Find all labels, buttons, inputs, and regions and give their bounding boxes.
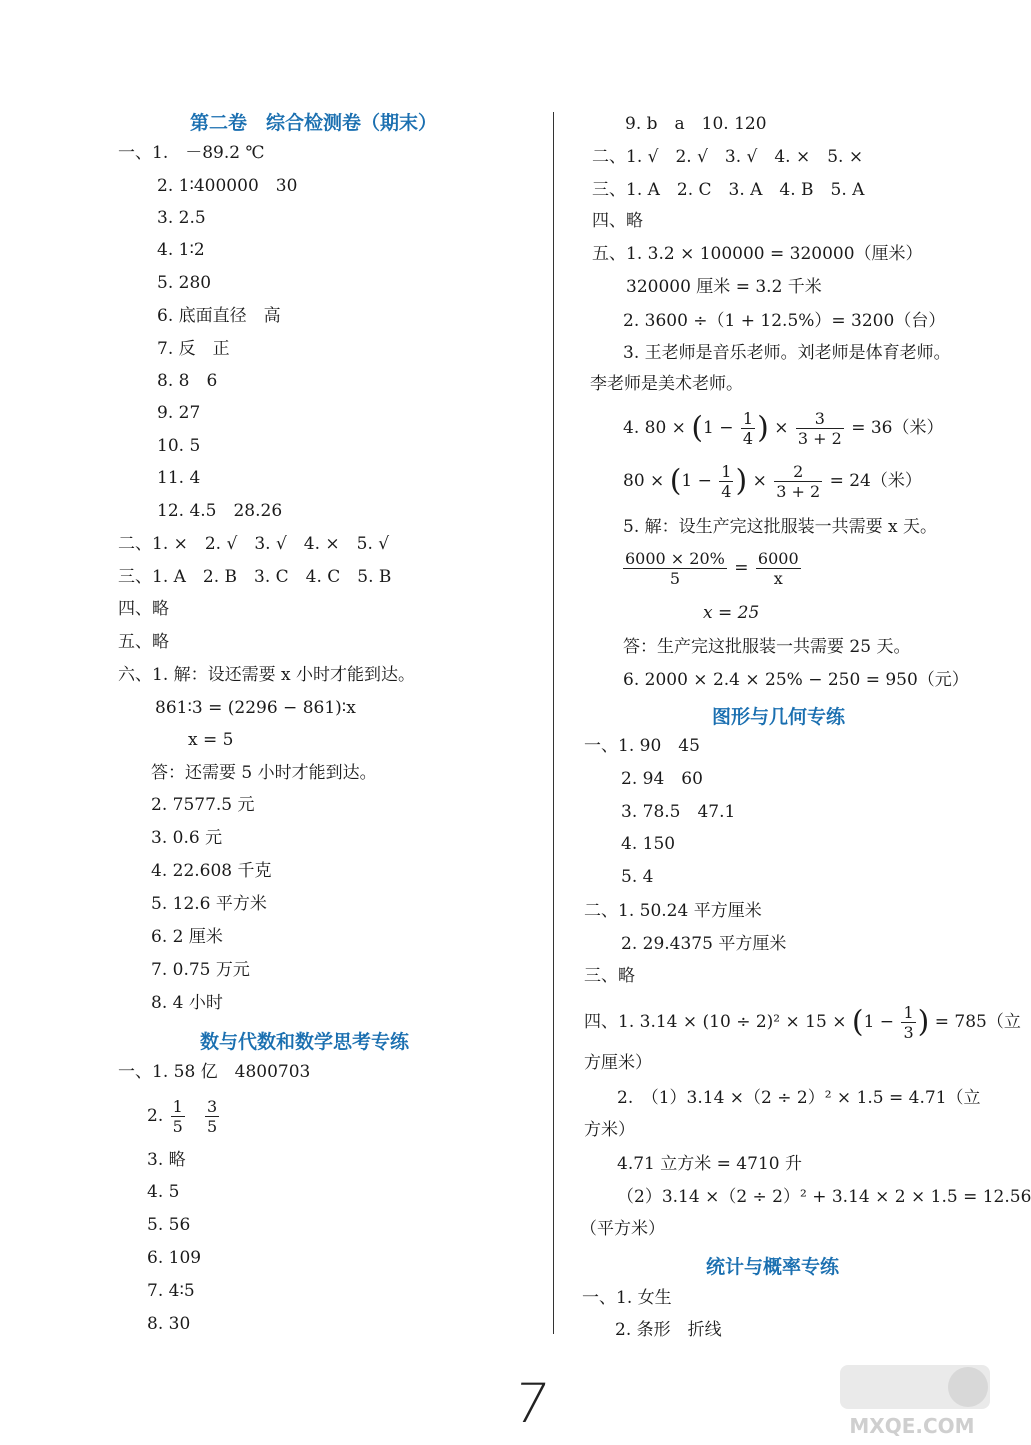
answer-line: 三、1. A 2. C 3. A 4. B 5. A: [592, 180, 865, 200]
answer-line: 李老师是美术老师。: [590, 374, 743, 394]
answer-line: 一、1. 90 45: [584, 736, 700, 756]
answer-line: 4.71 立方米 = 4710 升: [617, 1154, 802, 1174]
equation-4b: [623, 459, 922, 503]
answer-line: 5. 4: [621, 867, 654, 887]
answer-line: 2. 1∶400000 30: [157, 176, 298, 196]
denominator: 3 + 2: [776, 482, 821, 501]
answer-line: 一、1. 女生: [582, 1288, 672, 1308]
answer-line: 3. 78.5 47.1: [621, 802, 736, 822]
answer-line: 四、略: [592, 211, 643, 231]
paren-open: (: [851, 1004, 864, 1040]
denominator: 5: [669, 569, 681, 588]
answer-line: x = 5: [188, 730, 234, 750]
answer-line: 六、1. 解：设还需要 x 小时才能到达。: [118, 665, 416, 685]
numerator: 3: [796, 409, 844, 429]
fraction: [796, 409, 844, 448]
eq-result: = 36（米）: [851, 418, 944, 438]
eq-op: =: [734, 558, 749, 578]
equation-g4: [584, 1000, 1021, 1044]
eq-result: = 24（米）: [829, 471, 922, 491]
numerator: 6000 × 20%: [625, 549, 725, 568]
watermark-logo: [832, 1359, 992, 1439]
answer-line: 五、1. 3.2 × 100000 = 320000（厘米）: [592, 244, 923, 264]
numerator: 6000: [757, 549, 799, 568]
answer-line: 8. 8 6: [157, 371, 218, 391]
denominator: 3: [903, 1023, 914, 1042]
answer-line: 4. 5: [147, 1182, 180, 1202]
answer-line: 答：还需要 5 小时才能到达。: [151, 763, 377, 783]
fraction: [901, 1003, 915, 1042]
eq-inner: 1 −: [863, 1012, 895, 1032]
answer-line: 9. b a 10. 120: [625, 114, 767, 134]
answer-line: 6. 2 厘米: [151, 927, 223, 947]
answer-line: 一、1. 58 亿 4800703: [118, 1062, 311, 1082]
answer-line: 11. 4: [157, 468, 201, 488]
answer-line: 8. 4 小时: [151, 993, 223, 1013]
answer-line: 2. （1）3.14 ×（2 ÷ 2）² × 1.5 = 4.71（立: [617, 1088, 981, 1108]
fraction: [719, 462, 733, 501]
answer-line: 2. 条形 折线: [615, 1320, 722, 1340]
answer-line: 三、略: [584, 966, 635, 986]
fraction: [171, 1097, 185, 1136]
section-title-3: 图形与几何专练: [712, 706, 846, 728]
answer-line: 五、略: [118, 632, 169, 652]
column-divider: [553, 112, 554, 1334]
section-title-4: 统计与概率专练: [706, 1256, 840, 1278]
fraction: [756, 549, 801, 588]
answer-line: 5. 12.6 平方米: [151, 894, 267, 914]
answer-line: 7. 反 正: [157, 339, 230, 359]
answer-line: 6. 2000 × 2.4 × 25% − 250 = 950（元）: [623, 670, 969, 690]
paren-close: ): [757, 410, 769, 446]
answer-line: 6. 底面直径 高: [157, 306, 281, 326]
eq-op: ×: [752, 471, 767, 491]
denominator: 3 + 2: [797, 429, 842, 448]
answer-line: 答：生产完这批服装一共需要 25 天。: [623, 637, 911, 657]
answer-line: 4. 22.608 千克: [151, 861, 272, 881]
answer-line: 4. 150: [621, 834, 676, 854]
numerator: 1: [721, 462, 732, 481]
eq-prefix: 80 ×: [623, 471, 665, 491]
answer-line: 方米）: [584, 1120, 635, 1140]
eq-prefix: 4. 80 ×: [623, 418, 686, 438]
eq-op: ×: [774, 418, 789, 438]
answer-line: 6. 109: [147, 1248, 202, 1268]
page-number: 7: [509, 1372, 553, 1435]
denominator: 4: [742, 429, 754, 448]
answer-line: 8. 30: [147, 1314, 191, 1334]
answer-line-fractions: [147, 1094, 221, 1138]
eq-prefix: 四、1. 3.14 × (10 ÷ 2)² × 15 ×: [584, 1012, 847, 1032]
watermark-text: MXQE.COM: [849, 1414, 975, 1438]
answer-line: 12. 4.5 28.26: [157, 501, 283, 521]
answer-line: 2. 29.4375 平方厘米: [621, 934, 787, 954]
answer-line: 一、1. －89.2 ℃: [118, 143, 265, 163]
answer-line: 方厘米）: [584, 1053, 652, 1073]
item-number: 2.: [147, 1106, 164, 1126]
eq-inner: 1 −: [703, 418, 734, 438]
denominator: x: [773, 569, 783, 588]
answer-line: （平方米）: [580, 1219, 665, 1239]
paren-open: (: [691, 410, 704, 446]
answer-line: 4. 1∶2: [157, 240, 205, 260]
answer-line: 四、略: [118, 599, 169, 619]
equation-5: [621, 546, 803, 590]
paren-open: (: [669, 463, 682, 499]
answer-line: 二、1. √ 2. √ 3. √ 4. × 5. ×: [592, 147, 864, 167]
answer-line: 5. 56: [147, 1215, 191, 1235]
section-title-2: 数与代数和数学思考专练: [200, 1031, 410, 1053]
numerator: 1: [742, 409, 754, 428]
fraction: [774, 462, 822, 501]
answer-line: 861∶3 = (2296 − 861)∶x: [155, 698, 356, 718]
answer-line: 7. 0.75 万元: [151, 960, 250, 980]
fraction: [623, 549, 727, 588]
denominator: 5: [207, 1117, 218, 1136]
answer-line: 二、1. 50.24 平方厘米: [584, 901, 762, 921]
numerator: 3: [207, 1097, 218, 1116]
answer-line: 10. 5: [157, 436, 201, 456]
denominator: 4: [721, 482, 732, 501]
answer-line: 2. 94 60: [621, 769, 703, 789]
numerator: 1: [172, 1097, 183, 1116]
answer-line: 5. 解：设生产完这批服装一共需要 x 天。: [623, 517, 938, 537]
fraction: [205, 1097, 219, 1136]
answer-line: x = 25: [703, 603, 760, 623]
answer-line: 3. 2.5: [157, 208, 206, 228]
section-title-1: 第二卷 综合检测卷（期末）: [190, 112, 438, 134]
answer-line: 320000 厘米 = 3.2 千米: [626, 277, 822, 297]
answer-line: （2）3.14 ×（2 ÷ 2）² + 3.14 × 2 × 1.5 = 12.56: [617, 1187, 1031, 1207]
equation-4a: [623, 406, 944, 450]
eq-inner: 1 −: [681, 471, 712, 491]
answer-line: 三、1. A 2. B 3. C 4. C 5. B: [118, 567, 392, 587]
answer-line: 2. 3600 ÷（1 + 12.5%）= 3200（台）: [623, 311, 946, 331]
answer-line: 二、1. × 2. √ 3. √ 4. × 5. √: [118, 534, 390, 554]
answer-line: 3. 0.6 元: [151, 828, 223, 848]
fraction: [741, 409, 755, 448]
answer-line: 3. 略: [147, 1150, 186, 1170]
numerator: 1: [903, 1003, 914, 1022]
paren-close: ): [735, 463, 748, 499]
numerator: 2: [774, 462, 822, 482]
answer-line: 2. 7577.5 元: [151, 795, 255, 815]
answer-line: 3. 王老师是音乐老师。刘老师是体育老师。: [623, 343, 951, 363]
denominator: 5: [172, 1117, 183, 1136]
answer-line: 7. 4∶5: [147, 1281, 195, 1301]
paren-close: ): [917, 1004, 930, 1040]
answer-line: 5. 280: [157, 273, 212, 293]
answer-line: 9. 27: [157, 403, 201, 423]
eq-result: = 785（立: [934, 1012, 1021, 1032]
